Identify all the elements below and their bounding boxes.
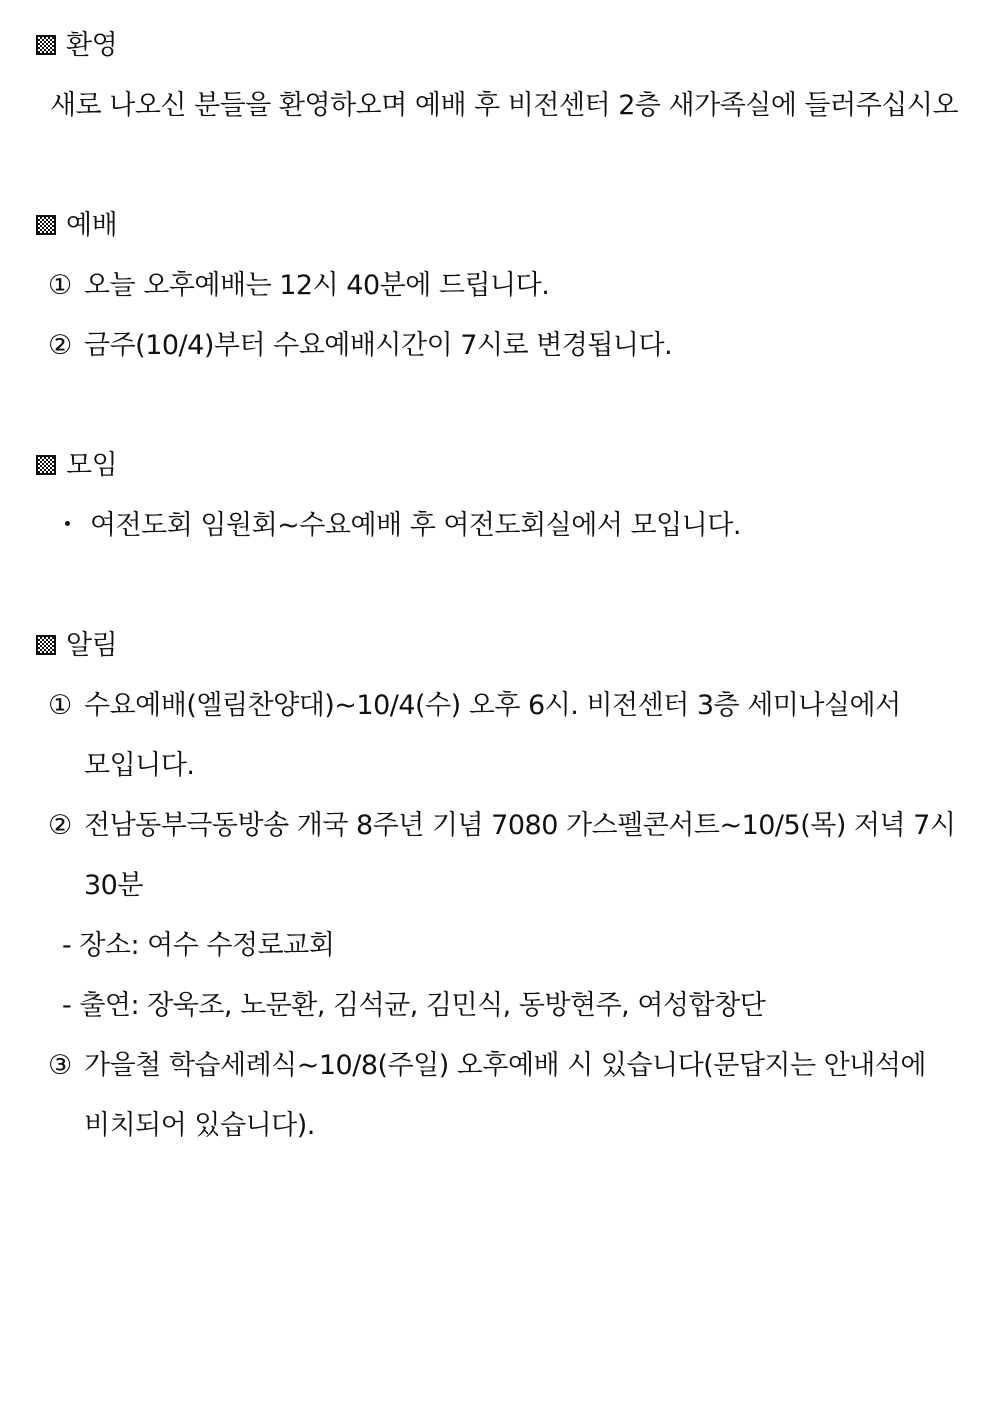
item-marker: ・: [54, 510, 81, 541]
item-text: 금주(10/4)부터 수요예배시간이 7시로 변경됩니다.: [84, 330, 673, 361]
list-item: [54, 506, 741, 546]
item-text: 여전도회 임원회~수요예배 후 여전도회실에서 모입니다.: [90, 510, 741, 541]
item-marker: ③: [48, 1050, 72, 1081]
item-text: 가을철 학습세례식~10/8(주일) 오후예배 시 있습니다(문답지는 안내석에: [84, 1050, 926, 1081]
detail-text: 장소: 여수 수정로교회: [79, 930, 335, 961]
list-item: [48, 806, 955, 846]
detail-item-venue: [62, 926, 334, 966]
item-continuation: 모입니다.: [84, 750, 195, 781]
section-heading-meeting: [36, 446, 117, 486]
section-heading-welcome: [36, 26, 117, 66]
list-item: [48, 686, 901, 726]
checkered-square-icon: [36, 455, 56, 475]
item-text: 전남동부극동방송 개국 8주년 기념 7080 가스펠콘서트~10/5(목) 저녁 7시: [84, 810, 956, 841]
item-continuation: 비치되어 있습니다).: [84, 1110, 315, 1141]
list-item: [48, 326, 672, 366]
item-text: 수요예배(엘림찬양대)~10/4(수) 오후 6시. 비전센터 3층 세미나실에서: [84, 690, 901, 721]
item-marker: ②: [48, 330, 72, 361]
list-item: [48, 266, 549, 306]
checkered-square-icon: [36, 35, 56, 55]
section-heading-notice: [36, 626, 117, 666]
detail-marker: -: [62, 930, 72, 961]
item-text: 오늘 오후예배는 12시 40분에 드립니다.: [84, 270, 550, 301]
checkered-square-icon: [36, 635, 56, 655]
detail-text: 출연: 장욱조, 노문환, 김석균, 김민식, 동방현주, 여성합창단: [79, 990, 766, 1021]
item-continuation: 30분: [84, 870, 143, 901]
detail-item-performers: [62, 986, 765, 1026]
item-marker: ①: [48, 270, 72, 301]
section-heading-worship: [36, 206, 117, 246]
item-marker: ②: [48, 810, 72, 841]
item-marker: ①: [48, 690, 72, 721]
section-title: 알림: [66, 630, 118, 661]
checkered-square-icon: [36, 215, 56, 235]
section-title: 환영: [66, 30, 118, 61]
section-title: 예배: [66, 210, 118, 241]
detail-marker: -: [62, 990, 72, 1021]
section-title: 모임: [66, 450, 118, 481]
list-item: [48, 1046, 926, 1086]
welcome-text: 새로 나오신 분들을 환영하오며 예배 후 비전센터 2층 새가족실에 들러주십시오: [50, 90, 959, 121]
